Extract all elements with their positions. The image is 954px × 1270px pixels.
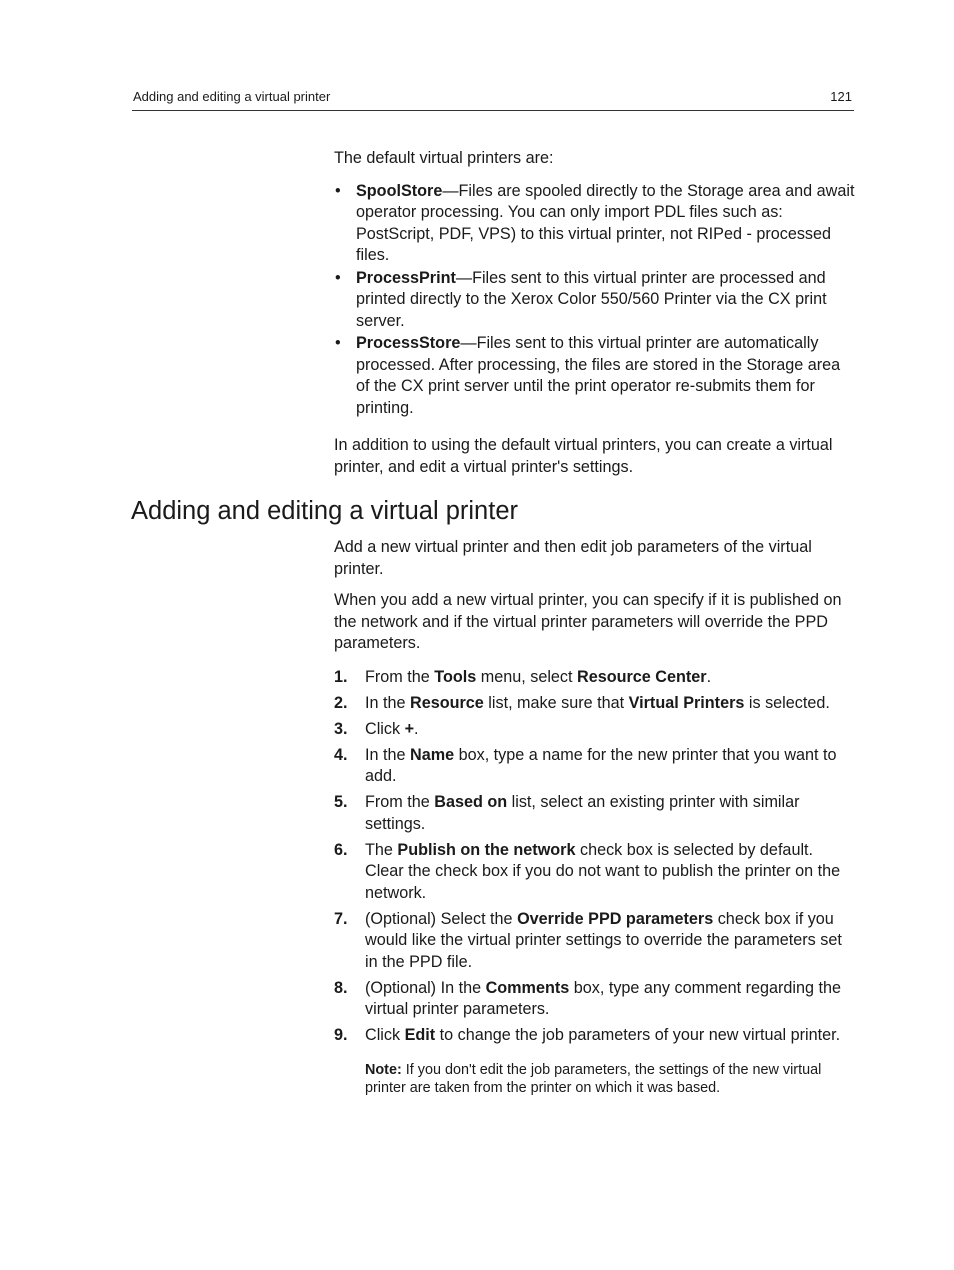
step-bold: Name xyxy=(410,745,455,764)
step-text: From the xyxy=(365,793,435,811)
section-para-1: Add a new virtual printer and then edit job parameters of the virtual printer. xyxy=(334,538,812,578)
section-para-2: When you add a new virtual printer, you can specify if it is published on the network and if the virtual printer parameters will override the PPD parameters. xyxy=(334,591,842,652)
step-number: 6. xyxy=(334,840,348,859)
note-text: If you don't edit the job parameters, the settings of the new virtual printer are taken from the printer on which it was based. xyxy=(365,1061,822,1096)
step-text: In the xyxy=(365,693,410,712)
list-item xyxy=(334,667,856,689)
step-bold: Tools xyxy=(434,667,477,686)
section-heading: Adding and editing a virtual printer xyxy=(131,497,518,525)
running-header xyxy=(132,88,854,111)
bullet-text: —Files sent to this virtual printer are automatically processed. After processing, the files are stored in the Storage area of the CX print server until the print operator re-submits them for printing. xyxy=(356,334,841,417)
list-item xyxy=(334,978,856,1021)
bullet-term: SpoolStore xyxy=(356,181,443,200)
step-number: 8. xyxy=(334,978,348,997)
list-item xyxy=(334,1025,856,1047)
list-item xyxy=(334,693,856,715)
step-list xyxy=(334,667,856,1047)
step-bold: Based on xyxy=(434,793,508,811)
step-number: 7. xyxy=(334,909,348,928)
step-text: check box if you would like the virtual printer settings to override the parameters set in the PPD file. xyxy=(365,909,842,971)
step-bold: Override PPD parameters xyxy=(517,909,714,928)
bullet-text: —Files are spooled directly to the Storage area and await operator processing. You can only import PDL files such as: PostScript, PDF, VPS) to this virtual printer, not RIPed - processed files. xyxy=(356,181,855,264)
default-printer-list xyxy=(334,181,856,420)
step-bold: Edit xyxy=(404,1026,436,1044)
list-item xyxy=(334,268,856,333)
section-body xyxy=(334,537,856,1097)
bullet-term: ProcessStore xyxy=(356,334,461,352)
step-bold: Publish on the network xyxy=(397,840,576,859)
step-text: . xyxy=(414,719,419,738)
step-text: . xyxy=(706,667,712,686)
intro-closing: In addition to using the default virtual printers, you can create a virtual printer, and edit a virtual printer's settings. xyxy=(334,436,833,476)
step-number: 4. xyxy=(334,745,348,764)
step-text: Click xyxy=(365,1026,405,1044)
note-label: Note: xyxy=(365,1061,402,1078)
list-item xyxy=(334,840,856,905)
step-number: 9. xyxy=(334,1026,348,1044)
note xyxy=(334,1061,856,1097)
header-title: Adding and editing a virtual printer xyxy=(133,89,331,104)
list-item xyxy=(334,792,856,835)
step-text: The xyxy=(365,840,398,859)
bullet-term: ProcessPrint xyxy=(356,268,456,287)
list-item xyxy=(334,745,856,788)
step-text: box, type any comment regarding the virtual printer parameters. xyxy=(365,978,841,1018)
page-number: 121 xyxy=(830,89,852,104)
step-text: list, make sure that xyxy=(483,693,629,712)
step-text: From the xyxy=(365,667,435,686)
step-number: 2. xyxy=(334,693,348,712)
step-bold: Resource Center xyxy=(577,667,707,686)
step-text: In the xyxy=(365,745,410,764)
step-text: (Optional) Select the xyxy=(365,909,518,928)
list-item xyxy=(334,181,856,267)
step-text: check box is selected by default. Clear the check box if you do not want to publish the printer on the network. xyxy=(365,840,841,902)
step-number: 3. xyxy=(334,719,348,738)
list-item xyxy=(334,909,856,974)
step-text: list, select an existing printer with similar settings. xyxy=(365,793,800,833)
step-text: Click xyxy=(365,719,405,738)
intro-lead: The default virtual printers are: xyxy=(334,149,554,167)
step-bold: Comments xyxy=(485,978,570,997)
step-text: to change the job parameters of your new virtual printer. xyxy=(435,1026,841,1044)
bullet-text: —Files sent to this virtual printer are processed and printed directly to the Xerox Color 550/560 Printer via the CX print server. xyxy=(356,268,827,330)
step-bold: Virtual Printers xyxy=(628,693,745,712)
list-item xyxy=(334,719,856,741)
list-item xyxy=(334,333,856,419)
step-text: menu, select xyxy=(476,667,578,686)
step-bold: Resource xyxy=(410,693,484,712)
intro-block xyxy=(334,148,856,478)
step-number: 1. xyxy=(334,667,348,686)
step-text: box, type a name for the new printer that you want to add. xyxy=(365,745,837,785)
step-text: (Optional) In the xyxy=(365,978,486,997)
step-number: 5. xyxy=(334,793,348,811)
step-bold: + xyxy=(404,719,415,738)
step-text: is selected. xyxy=(744,693,830,712)
